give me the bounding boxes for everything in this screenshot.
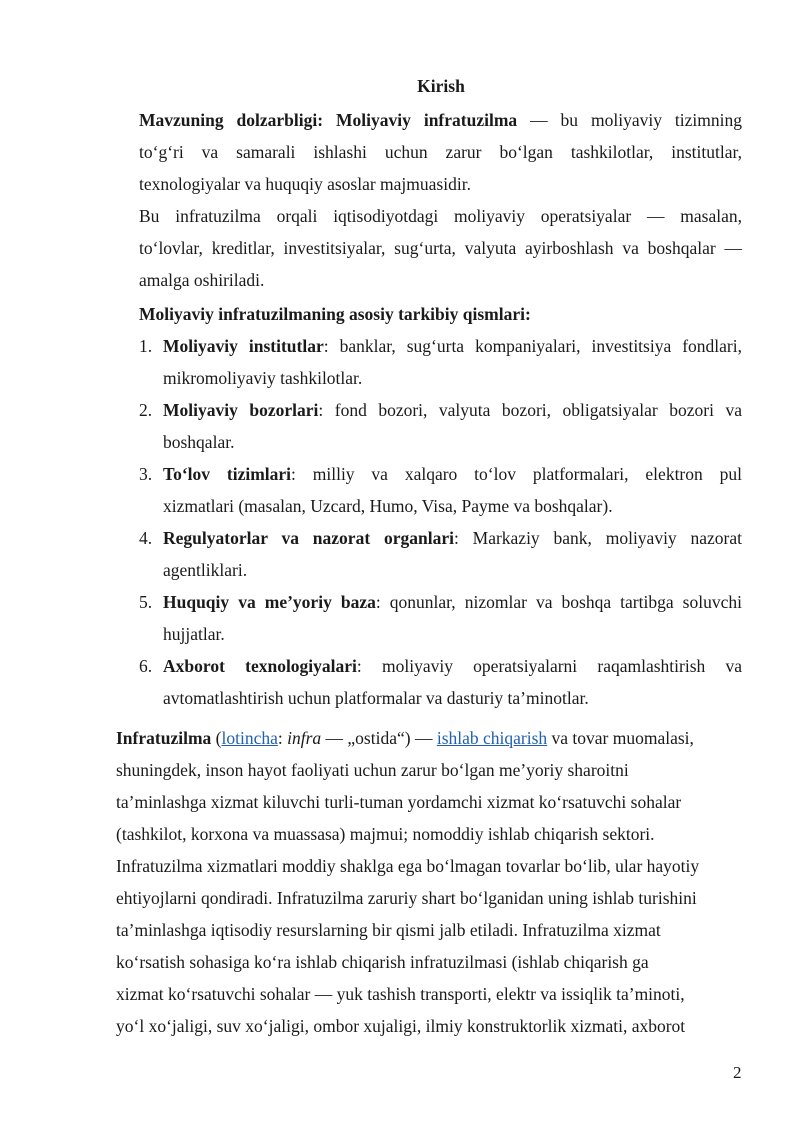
infrastructure-paragraph [116, 722, 746, 1042]
components-heading: Moliyaviy infratuzilmaning asosiy tarkibiy qismlari: [139, 304, 531, 324]
latin-word: infra [287, 728, 322, 748]
list-term: Moliyaviy bozorlari [163, 400, 319, 420]
paragraph-line: Mavzuning dolzarbligi: Moliyaviy infratuzilma — bu moliyaviy tizimning [139, 110, 743, 130]
list-number: 4. [139, 528, 153, 548]
list-number: 1. [139, 336, 153, 356]
list-item: 5. Huquqiy va me’yoriy baza: qonunlar, nizomlar va boshqa tartibga soluvchi hujjatlar. [139, 586, 742, 650]
list-item: 3. To‘lov tizimlari: milliy va xalqaro to‘lov platformalari, elektron pul xizmatlari (masalan, Uzcard, Humo, Visa, Payme va boshqalar). [139, 458, 742, 522]
operations-paragraph [139, 200, 742, 296]
paragraph-line: (tashkilot, korxona va muassasa) majmui; nomoddiy ishlab chiqarish sektori. [116, 824, 655, 844]
latin-link[interactable]: lotincha [221, 728, 278, 748]
paragraph-line: amalga oshiriladi. [139, 270, 265, 290]
paragraph-line: to‘g‘ri va samarali ishlashi uchun zarur bo‘lgan tashkilotlar, institutlar, [139, 142, 742, 162]
paragraph-line: Infratuzilma (lotincha: infra — „ostida“) — ishlab chiqarish va tovar muomalasi, [116, 728, 694, 748]
infrastructure-term: Infratuzilma [116, 728, 212, 748]
section-title: Kirish [417, 76, 465, 96]
list-term: Regulyatorlar va nazorat organlari [163, 528, 454, 548]
paragraph-line: to‘lovlar, kreditlar, investitsiyalar, sug‘urta, valyuta ayirboshlash va boshqalar — [139, 238, 742, 258]
paragraph-line: xizmat ko‘rsatuvchi sohalar — yuk tashish transporti, elektr va issiqlik ta’minoti, [116, 984, 685, 1004]
paragraph-line: ta’minlashga iqtisodiy resurslarning bir qismi jalb etiladi. Infratuzilma xizmat [116, 920, 661, 940]
relevance-paragraph [139, 104, 742, 200]
paragraph-line: Infratuzilma xizmatlari moddiy shaklga ega bo‘lmagan tovarlar bo‘lib, ular hayotiy [116, 856, 700, 876]
list-number: 3. [139, 464, 153, 484]
list-number: 2. [139, 400, 153, 420]
list-term: Axborot texnologiyalari [163, 656, 357, 676]
page-number: 2 [733, 1063, 742, 1082]
list-item: 6. Axborot texnologiyalari: moliyaviy operatsiyalarni raqamlashtirish va avtomatlashtirish uchun platformalar va dasturiy ta’minotlar. [139, 650, 742, 714]
paragraph-line: yo‘l xo‘jaligi, suv xo‘jaligi, ombor xujaligi, ilmiy konstruktorlik xizmati, axborot [116, 1016, 686, 1036]
paragraph-line: ehtiyojlarni qondiradi. Infratuzilma zaruriy shart bo‘lganidan uning ishlab turishini [116, 888, 697, 908]
list-number: 5. [139, 592, 153, 612]
paragraph-line: shuningdek, inson hayot faoliyati uchun zarur bo‘lgan me’yoriy sharoitni [116, 760, 629, 780]
paragraph-line: ta’minlashga xizmat kiluvchi turli-tuman yordamchi xizmat ko‘rsatuvchi sohalar [116, 792, 682, 812]
list-item: 2. Moliyaviy bozorlari: fond bozori, valyuta bozori, obligatsiyalar bozori va boshqalar. [139, 394, 742, 458]
production-link[interactable]: ishlab chiqarish [436, 728, 548, 748]
components-list [139, 330, 742, 714]
relevance-lead: Mavzuning dolzarbligi: Moliyaviy infratuzilma [139, 110, 518, 130]
list-number: 6. [139, 656, 153, 676]
list-term: Moliyaviy institutlar [163, 336, 324, 356]
paragraph-line: Bu infratuzilma orqali iqtisodiyotdagi moliyaviy operatsiyalar — masalan, [139, 206, 742, 226]
list-term: Huquqiy va me’yoriy baza [163, 592, 376, 612]
paragraph-line: texnologiyalar va huquqiy asoslar majmuasidir. [139, 174, 471, 194]
list-term: To‘lov tizimlari [163, 464, 292, 484]
list-item: 1. Moliyaviy institutlar: banklar, sug‘urta kompaniyalari, investitsiya fondlari, mikromoliyaviy tashkilotlar. [139, 330, 742, 394]
components-heading-block [139, 298, 742, 330]
paragraph-line: ko‘rsatish sohasiga ko‘ra ishlab chiqarish infratuzilmasi (ishlab chiqarish ga [116, 952, 649, 972]
list-item: 4. Regulyatorlar va nazorat organlari: Markaziy bank, moliyaviy nazorat agentliklari. [139, 522, 742, 586]
components-list-block [139, 330, 742, 714]
